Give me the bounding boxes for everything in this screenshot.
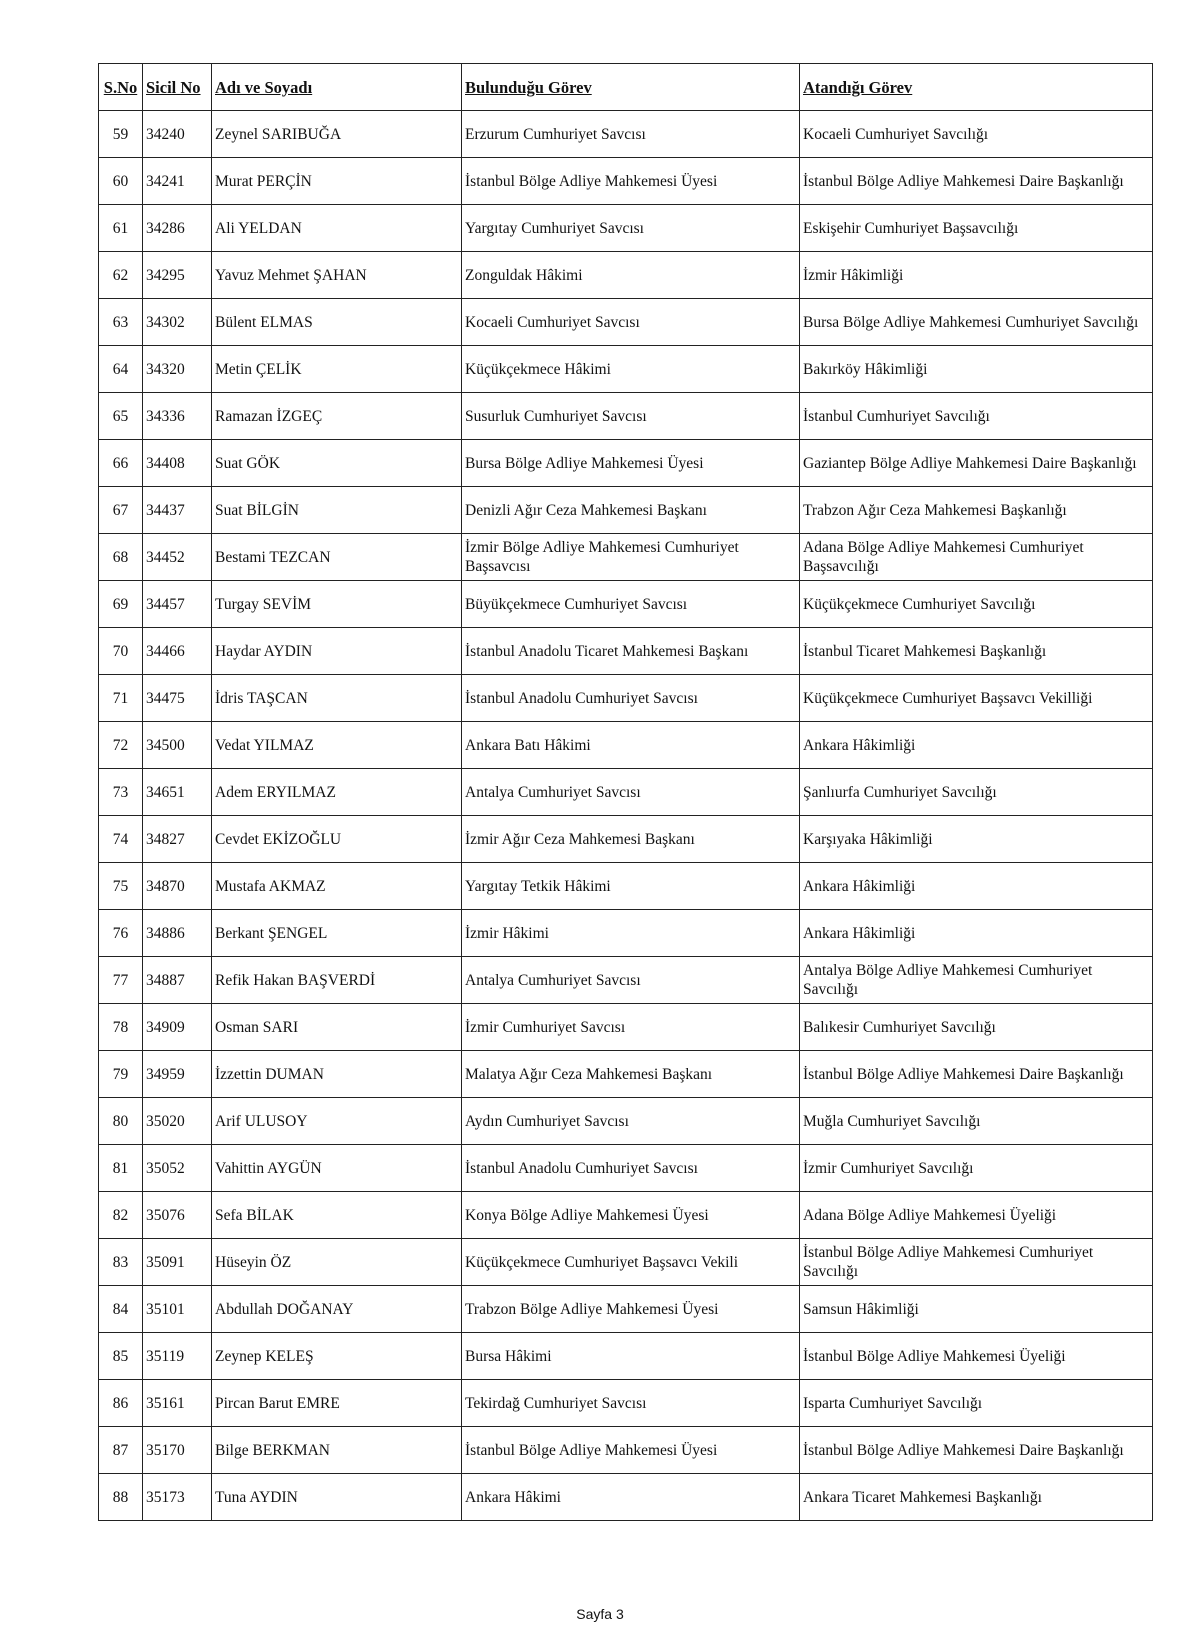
table-row xyxy=(99,1286,1153,1333)
cell-sno: 77 xyxy=(99,957,143,1004)
cell-assigned-position: İstanbul Bölge Adliye Mahkemesi Daire Başkanlığı xyxy=(800,1051,1153,1098)
cell-sno: 73 xyxy=(99,769,143,816)
page-number: Sayfa 3 xyxy=(576,1606,624,1622)
cell-name: Bestami TEZCAN xyxy=(212,534,462,581)
cell-current-position: Denizli Ağır Ceza Mahkemesi Başkanı xyxy=(462,487,800,534)
table-row xyxy=(99,534,1153,581)
cell-sno: 81 xyxy=(99,1145,143,1192)
appointments-table xyxy=(98,63,1153,1521)
cell-name: Metin ÇELİK xyxy=(212,346,462,393)
cell-name: İdris TAŞCAN xyxy=(212,675,462,722)
cell-sicil-no: 34437 xyxy=(143,487,212,534)
cell-sicil-no: 34241 xyxy=(143,158,212,205)
table-row xyxy=(99,1380,1153,1427)
cell-assigned-position: Bakırköy Hâkimliği xyxy=(800,346,1153,393)
cell-assigned-position: Balıkesir Cumhuriyet Savcılığı xyxy=(800,1004,1153,1051)
cell-sicil-no: 35170 xyxy=(143,1427,212,1474)
cell-sicil-no: 35076 xyxy=(143,1192,212,1239)
table-row xyxy=(99,957,1153,1004)
cell-sno: 87 xyxy=(99,1427,143,1474)
cell-assigned-position: Samsun Hâkimliği xyxy=(800,1286,1153,1333)
cell-sno: 60 xyxy=(99,158,143,205)
cell-assigned-position: İzmir Cumhuriyet Savcılığı xyxy=(800,1145,1153,1192)
table-row xyxy=(99,346,1153,393)
cell-name: Mustafa AKMAZ xyxy=(212,863,462,910)
cell-name: Yavuz Mehmet ŞAHAN xyxy=(212,252,462,299)
cell-sicil-no: 34870 xyxy=(143,863,212,910)
cell-name: Suat BİLGİN xyxy=(212,487,462,534)
cell-name: Bülent ELMAS xyxy=(212,299,462,346)
cell-assigned-position: Ankara Hâkimliği xyxy=(800,863,1153,910)
table-row xyxy=(99,722,1153,769)
cell-assigned-position: İstanbul Bölge Adliye Mahkemesi Üyeliği xyxy=(800,1333,1153,1380)
cell-name: Hüseyin ÖZ xyxy=(212,1239,462,1286)
cell-name: Ali YELDAN xyxy=(212,205,462,252)
cell-sno: 76 xyxy=(99,910,143,957)
table-row xyxy=(99,252,1153,299)
cell-sicil-no: 34500 xyxy=(143,722,212,769)
table-row xyxy=(99,487,1153,534)
cell-name: İzzettin DUMAN xyxy=(212,1051,462,1098)
cell-current-position: İstanbul Anadolu Cumhuriyet Savcısı xyxy=(462,1145,800,1192)
cell-sno: 67 xyxy=(99,487,143,534)
cell-sno: 75 xyxy=(99,863,143,910)
table-row xyxy=(99,1333,1153,1380)
cell-sno: 72 xyxy=(99,722,143,769)
cell-sicil-no: 34240 xyxy=(143,111,212,158)
cell-sno: 71 xyxy=(99,675,143,722)
cell-name: Adem ERYILMAZ xyxy=(212,769,462,816)
cell-assigned-position: Küçükçekmece Cumhuriyet Savcılığı xyxy=(800,581,1153,628)
table-row xyxy=(99,205,1153,252)
cell-assigned-position: Gaziantep Bölge Adliye Mahkemesi Daire Başkanlığı xyxy=(800,440,1153,487)
cell-assigned-position: İzmir Hâkimliği xyxy=(800,252,1153,299)
cell-current-position: İzmir Ağır Ceza Mahkemesi Başkanı xyxy=(462,816,800,863)
cell-sicil-no: 34887 xyxy=(143,957,212,1004)
cell-current-position: İstanbul Anadolu Ticaret Mahkemesi Başkanı xyxy=(462,628,800,675)
cell-assigned-position: Ankara Hâkimliği xyxy=(800,910,1153,957)
header-sno: S.No xyxy=(99,64,143,111)
cell-sicil-no: 34466 xyxy=(143,628,212,675)
cell-assigned-position: İstanbul Ticaret Mahkemesi Başkanlığı xyxy=(800,628,1153,675)
header-current-position: Bulunduğu Görev xyxy=(462,64,800,111)
cell-name: Berkant ŞENGEL xyxy=(212,910,462,957)
table-row xyxy=(99,1239,1153,1286)
cell-assigned-position: Adana Bölge Adliye Mahkemesi Üyeliği xyxy=(800,1192,1153,1239)
cell-name: Suat GÖK xyxy=(212,440,462,487)
table-row xyxy=(99,628,1153,675)
cell-current-position: Ankara Batı Hâkimi xyxy=(462,722,800,769)
cell-sno: 86 xyxy=(99,1380,143,1427)
cell-current-position: Malatya Ağır Ceza Mahkemesi Başkanı xyxy=(462,1051,800,1098)
cell-name: Vahittin AYGÜN xyxy=(212,1145,462,1192)
cell-name: Cevdet EKİZOĞLU xyxy=(212,816,462,863)
cell-current-position: İzmir Hâkimi xyxy=(462,910,800,957)
header-assigned-position: Atandığı Görev xyxy=(800,64,1153,111)
cell-assigned-position: Isparta Cumhuriyet Savcılığı xyxy=(800,1380,1153,1427)
cell-assigned-position: Ankara Ticaret Mahkemesi Başkanlığı xyxy=(800,1474,1153,1521)
cell-sno: 68 xyxy=(99,534,143,581)
cell-assigned-position: Şanlıurfa Cumhuriyet Savcılığı xyxy=(800,769,1153,816)
cell-assigned-position: İstanbul Bölge Adliye Mahkemesi Daire Başkanlığı xyxy=(800,158,1153,205)
cell-current-position: Bursa Hâkimi xyxy=(462,1333,800,1380)
table-row xyxy=(99,1474,1153,1521)
cell-sicil-no: 34475 xyxy=(143,675,212,722)
cell-sicil-no: 34320 xyxy=(143,346,212,393)
cell-current-position: Susurluk Cumhuriyet Savcısı xyxy=(462,393,800,440)
table-body xyxy=(99,111,1153,1521)
table-row xyxy=(99,1145,1153,1192)
cell-sno: 65 xyxy=(99,393,143,440)
table-row xyxy=(99,111,1153,158)
cell-name: Turgay SEVİM xyxy=(212,581,462,628)
cell-name: Abdullah DOĞANAY xyxy=(212,1286,462,1333)
cell-assigned-position: Eskişehir Cumhuriyet Başsavcılığı xyxy=(800,205,1153,252)
cell-assigned-position: Adana Bölge Adliye Mahkemesi Cumhuriyet Başsavcılığı xyxy=(800,534,1153,581)
cell-assigned-position: Trabzon Ağır Ceza Mahkemesi Başkanlığı xyxy=(800,487,1153,534)
cell-assigned-position: Bursa Bölge Adliye Mahkemesi Cumhuriyet Savcılığı xyxy=(800,299,1153,346)
cell-sno: 85 xyxy=(99,1333,143,1380)
cell-sno: 59 xyxy=(99,111,143,158)
cell-sicil-no: 35119 xyxy=(143,1333,212,1380)
table-row xyxy=(99,158,1153,205)
cell-sicil-no: 35020 xyxy=(143,1098,212,1145)
cell-sno: 74 xyxy=(99,816,143,863)
cell-sicil-no: 34959 xyxy=(143,1051,212,1098)
cell-sicil-no: 34452 xyxy=(143,534,212,581)
table-row xyxy=(99,1004,1153,1051)
cell-current-position: Yargıtay Tetkik Hâkimi xyxy=(462,863,800,910)
cell-sno: 83 xyxy=(99,1239,143,1286)
cell-sicil-no: 34286 xyxy=(143,205,212,252)
header-name: Adı ve Soyadı xyxy=(212,64,462,111)
cell-current-position: Antalya Cumhuriyet Savcısı xyxy=(462,769,800,816)
cell-name: Haydar AYDIN xyxy=(212,628,462,675)
table-row xyxy=(99,675,1153,722)
cell-sicil-no: 34651 xyxy=(143,769,212,816)
cell-sicil-no: 34457 xyxy=(143,581,212,628)
cell-current-position: Tekirdağ Cumhuriyet Savcısı xyxy=(462,1380,800,1427)
cell-sno: 78 xyxy=(99,1004,143,1051)
cell-current-position: Büyükçekmece Cumhuriyet Savcısı xyxy=(462,581,800,628)
table-row xyxy=(99,440,1153,487)
cell-current-position: İstanbul Bölge Adliye Mahkemesi Üyesi xyxy=(462,158,800,205)
cell-name: Osman SARI xyxy=(212,1004,462,1051)
cell-sno: 79 xyxy=(99,1051,143,1098)
cell-sno: 70 xyxy=(99,628,143,675)
table-row xyxy=(99,816,1153,863)
cell-sno: 80 xyxy=(99,1098,143,1145)
cell-name: Zeynel SARIBUĞA xyxy=(212,111,462,158)
cell-name: Vedat YILMAZ xyxy=(212,722,462,769)
cell-assigned-position: İstanbul Cumhuriyet Savcılığı xyxy=(800,393,1153,440)
header-sicil-no: Sicil No xyxy=(143,64,212,111)
cell-sno: 82 xyxy=(99,1192,143,1239)
cell-name: Zeynep KELEŞ xyxy=(212,1333,462,1380)
cell-current-position: İstanbul Bölge Adliye Mahkemesi Üyesi xyxy=(462,1427,800,1474)
cell-current-position: Yargıtay Cumhuriyet Savcısı xyxy=(462,205,800,252)
cell-assigned-position: Karşıyaka Hâkimliği xyxy=(800,816,1153,863)
cell-current-position: Küçükçekmece Cumhuriyet Başsavcı Vekili xyxy=(462,1239,800,1286)
cell-sno: 66 xyxy=(99,440,143,487)
cell-current-position: İstanbul Anadolu Cumhuriyet Savcısı xyxy=(462,675,800,722)
cell-current-position: Zonguldak Hâkimi xyxy=(462,252,800,299)
cell-sicil-no: 34408 xyxy=(143,440,212,487)
cell-assigned-position: Muğla Cumhuriyet Savcılığı xyxy=(800,1098,1153,1145)
cell-assigned-position: Kocaeli Cumhuriyet Savcılığı xyxy=(800,111,1153,158)
cell-assigned-position: İstanbul Bölge Adliye Mahkemesi Cumhuriyet Savcılığı xyxy=(800,1239,1153,1286)
cell-name: Tuna AYDIN xyxy=(212,1474,462,1521)
cell-sno: 64 xyxy=(99,346,143,393)
cell-sicil-no: 34336 xyxy=(143,393,212,440)
table-row xyxy=(99,769,1153,816)
cell-sicil-no: 35101 xyxy=(143,1286,212,1333)
cell-current-position: Konya Bölge Adliye Mahkemesi Üyesi xyxy=(462,1192,800,1239)
table-row xyxy=(99,1192,1153,1239)
cell-sicil-no: 34302 xyxy=(143,299,212,346)
cell-name: Ramazan İZGEÇ xyxy=(212,393,462,440)
cell-sno: 84 xyxy=(99,1286,143,1333)
cell-sno: 69 xyxy=(99,581,143,628)
cell-name: Murat PERÇİN xyxy=(212,158,462,205)
table-row xyxy=(99,863,1153,910)
table-header-row xyxy=(99,64,1153,111)
cell-sicil-no: 35173 xyxy=(143,1474,212,1521)
cell-current-position: Aydın Cumhuriyet Savcısı xyxy=(462,1098,800,1145)
cell-sicil-no: 34827 xyxy=(143,816,212,863)
table-row xyxy=(99,299,1153,346)
cell-assigned-position: Ankara Hâkimliği xyxy=(800,722,1153,769)
cell-name: Arif ULUSOY xyxy=(212,1098,462,1145)
cell-current-position: Bursa Bölge Adliye Mahkemesi Üyesi xyxy=(462,440,800,487)
cell-sicil-no: 34886 xyxy=(143,910,212,957)
cell-sno: 61 xyxy=(99,205,143,252)
cell-sicil-no: 35052 xyxy=(143,1145,212,1192)
table-row xyxy=(99,1051,1153,1098)
table-row xyxy=(99,581,1153,628)
cell-assigned-position: Antalya Bölge Adliye Mahkemesi Cumhuriyet Savcılığı xyxy=(800,957,1153,1004)
table-row xyxy=(99,1427,1153,1474)
table-row xyxy=(99,910,1153,957)
cell-current-position: Erzurum Cumhuriyet Savcısı xyxy=(462,111,800,158)
cell-assigned-position: İstanbul Bölge Adliye Mahkemesi Daire Başkanlığı xyxy=(800,1427,1153,1474)
cell-sicil-no: 34295 xyxy=(143,252,212,299)
cell-name: Bilge BERKMAN xyxy=(212,1427,462,1474)
cell-sno: 88 xyxy=(99,1474,143,1521)
cell-current-position: Ankara Hâkimi xyxy=(462,1474,800,1521)
cell-assigned-position: Küçükçekmece Cumhuriyet Başsavcı Vekilliği xyxy=(800,675,1153,722)
table-row xyxy=(99,1098,1153,1145)
cell-name: Sefa BİLAK xyxy=(212,1192,462,1239)
cell-current-position: İzmir Bölge Adliye Mahkemesi Cumhuriyet Başsavcısı xyxy=(462,534,800,581)
cell-current-position: Küçükçekmece Hâkimi xyxy=(462,346,800,393)
table-row xyxy=(99,393,1153,440)
cell-current-position: Antalya Cumhuriyet Savcısı xyxy=(462,957,800,1004)
cell-current-position: İzmir Cumhuriyet Savcısı xyxy=(462,1004,800,1051)
cell-sno: 63 xyxy=(99,299,143,346)
cell-name: Refik Hakan BAŞVERDİ xyxy=(212,957,462,1004)
cell-current-position: Trabzon Bölge Adliye Mahkemesi Üyesi xyxy=(462,1286,800,1333)
cell-current-position: Kocaeli Cumhuriyet Savcısı xyxy=(462,299,800,346)
cell-sicil-no: 34909 xyxy=(143,1004,212,1051)
cell-sicil-no: 35091 xyxy=(143,1239,212,1286)
cell-name: Pircan Barut EMRE xyxy=(212,1380,462,1427)
cell-sno: 62 xyxy=(99,252,143,299)
cell-sicil-no: 35161 xyxy=(143,1380,212,1427)
